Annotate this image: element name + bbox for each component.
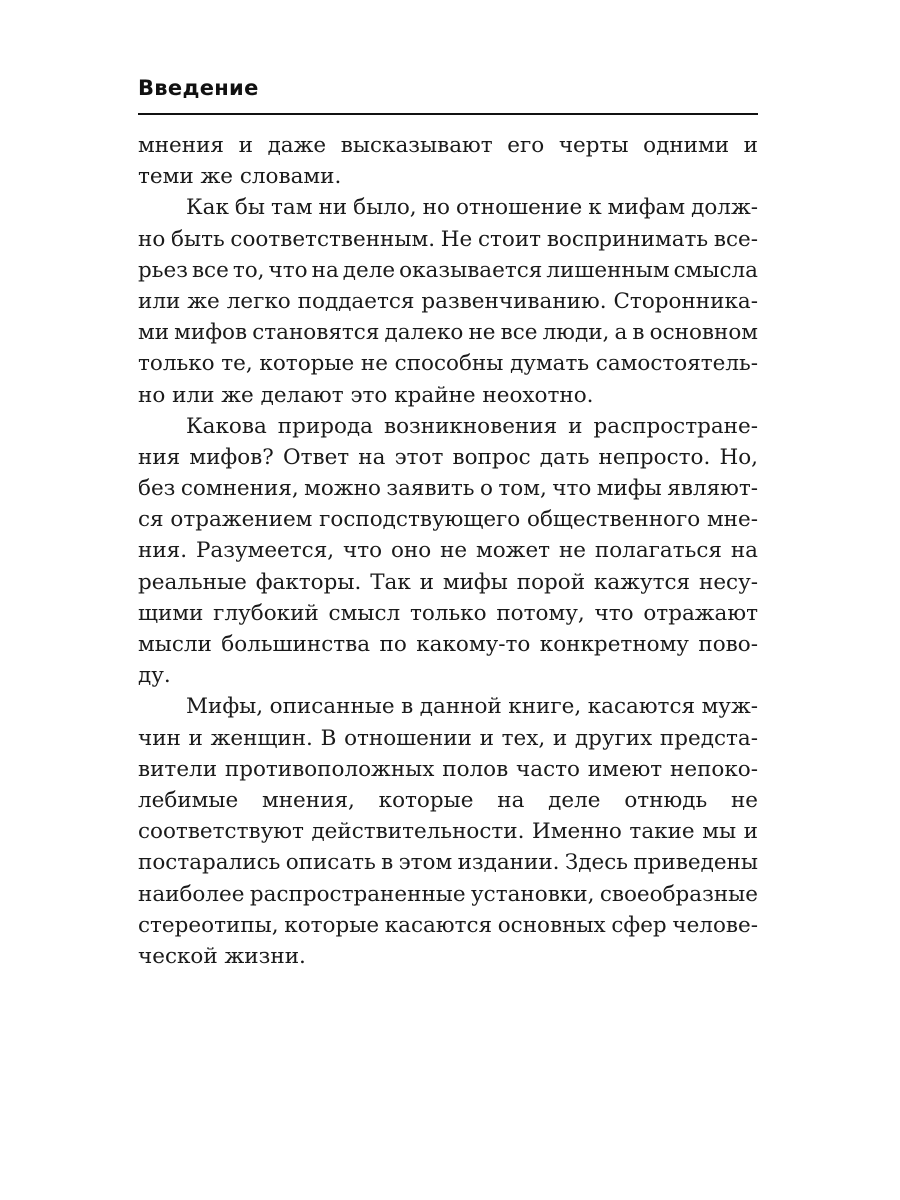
paragraph-2: [138, 192, 758, 410]
text-line: только те, которые не способны думать самостоятель-: [138, 351, 759, 377]
text-line: но быть соответственным. Не стоит воспринимать все-: [138, 226, 758, 252]
text-line: ми мифов становятся далеко не все люди, а в основном: [138, 320, 759, 346]
text-line: ния. Разумеется, что оно не может не полагаться на: [138, 538, 758, 564]
text-line: соответствуют действительности. Именно такие мы и: [138, 819, 758, 845]
text-line: Мифы, описанные в данной книге, касаются муж-: [186, 694, 758, 720]
text-line: ческой жизни.: [138, 943, 306, 969]
paragraph-4: [138, 691, 758, 972]
text-line: щими глубокий смысл только потому, что отражают: [138, 600, 758, 626]
text-line: лебимые мнения, которые на деле отнюдь не: [138, 787, 758, 813]
book-page: [138, 0, 758, 1200]
text-line: наиболее распространенные установки, своеобразные: [138, 881, 758, 907]
text-line: ния мифов? Ответ на этот вопрос дать непросто. Но,: [138, 444, 758, 470]
text-line: рьез все то, что на деле оказывается лишенным смысла: [138, 257, 758, 283]
running-head: Введение: [138, 76, 259, 100]
text-line: без сомнения, можно заявить о том, что мифы являют-: [138, 476, 759, 502]
text-line: стереотипы, которые касаются основных сфер челове-: [138, 912, 758, 938]
paragraph-3: [138, 411, 758, 692]
text-line: Какова природа возникновения и распростране-: [186, 413, 758, 439]
text-line: теми же словами.: [138, 164, 342, 190]
text-line: вители противоположных полов часто имеют непоко-: [138, 756, 758, 782]
text-line: Как бы там ни было, но отношение к мифам долж-: [186, 195, 758, 221]
text-line: мнения и даже высказывают его черты одними и: [138, 133, 758, 158]
header-rule: [138, 113, 758, 115]
text-line: но или же делают это крайне неохотно.: [138, 382, 594, 408]
text-line: или же легко поддается развенчиванию. Сторонника-: [138, 288, 758, 314]
paragraph-1: [138, 130, 758, 192]
text-line: ся отражением господствующего общественного мне-: [138, 507, 758, 533]
body-text: [138, 130, 758, 972]
text-line: ду.: [138, 663, 171, 689]
text-line: постарались описать в этом издании. Здесь приведены: [138, 850, 758, 876]
text-line: мысли большинства по какому-то конкретному пово-: [138, 632, 758, 657]
text-line: реальные факторы. Так и мифы порой кажутся несу-: [138, 569, 758, 595]
text-line: чин и женщин. В отношении и тех, и других предста-: [138, 725, 758, 751]
